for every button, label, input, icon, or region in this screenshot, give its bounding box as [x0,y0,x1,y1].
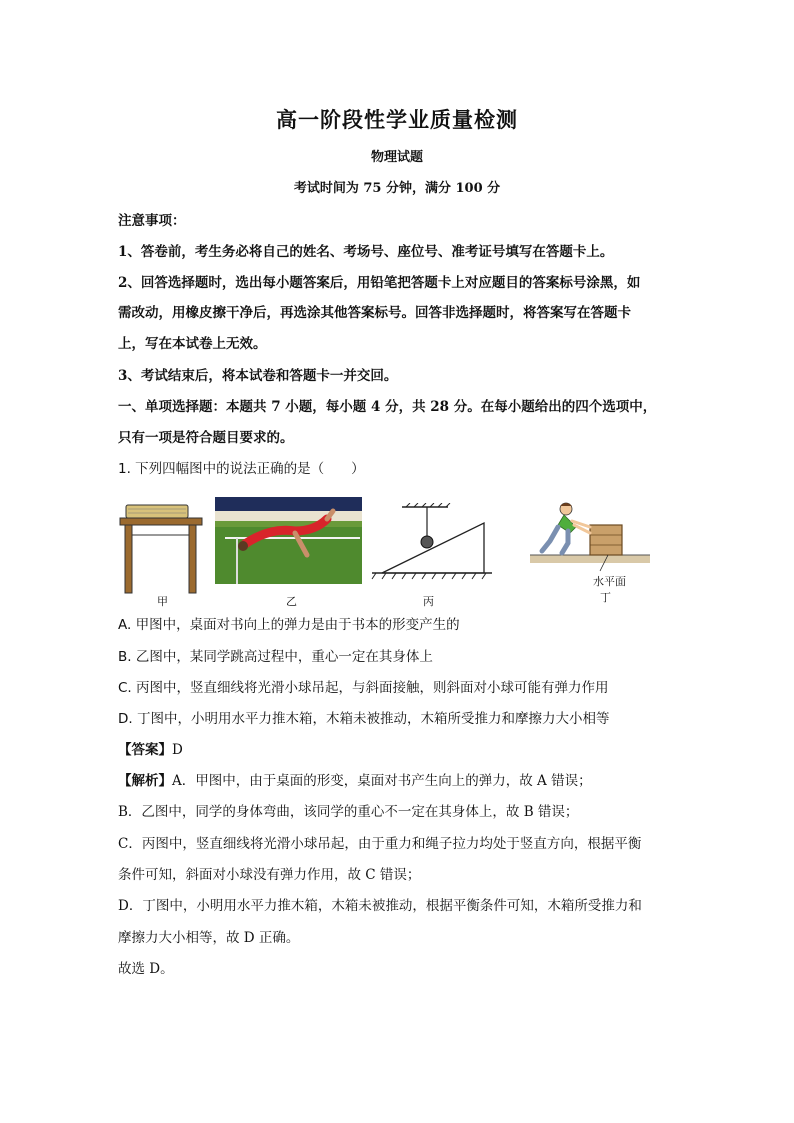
notice-item-2-line-2: 需改动，用橡皮擦干净后，再选涂其他答案标号。回答非选择题时，将答案写在答题卡 [118,305,631,321]
ground-shape [530,555,650,563]
analysis-c-line-1: C．丙图中，竖直细线将光滑小球吊起，由于重力和绳子拉力均处于竖直方向，根据平衡 [118,836,642,852]
table-top-shape [120,518,202,525]
box-shape [590,525,622,555]
answer-line [118,738,678,758]
figure-bing-label: 丙 [423,595,434,608]
incline-shape [382,523,484,573]
figure-bing-ball-incline [370,503,494,585]
notice-item-2-line-1: 2、回答选择题时，选出每小题答案后，用铅笔把答题卡上对应题目的答案标号涂黑，如 [118,275,641,291]
page-title: 高一阶段性学业质量检测 [276,107,518,132]
book-shape [126,505,188,518]
option-a: A. 甲图中，桌面对书向上的弹力是由于书本的形变产生的 [118,617,460,633]
analysis-label: 【解析】 [118,773,172,789]
notice-item-2-line-3: 上，写在本试卷上无效。 [118,336,267,352]
option-d: D. 丁图中，小明用水平力推木箱，木箱未被推动，木箱所受推力和摩擦力大小相等 [118,711,610,727]
analysis-a: A．甲图中，由于桌面的形变，桌面对书产生向上的弹力，故 A 错误； [172,773,592,789]
subject-title: 物理试题 [370,150,423,165]
conclusion: 故选 D。 [118,961,174,977]
exam-info: 考试时间为 75 分钟，满分 100 分 [293,181,501,196]
analysis-d-line-2: 摩擦力大小相等，故 D 正确。 [118,930,300,946]
section-heading-line-2: 只有一项是符合题目要求的。 [118,430,294,446]
analysis-d-line-1: D．丁图中，小明用水平力推木箱，木箱未被推动，根据平衡条件可知，木箱所受推力和 [118,898,642,914]
horizontal-surface-label: 水平面 [593,575,626,588]
answer-label: 【答案】 [118,742,172,758]
section-heading-line-1: 一、单项选择题：本题共 7 小题，每小题 4 分，共 28 分。在每小题给出的四个选项中， [118,399,657,415]
figure-yi-label: 乙 [286,595,297,608]
notice-item-1: 1、答卷前，考生务必将自己的姓名、考场号、座位号、准考证号填写在答题卡上。 [118,244,614,260]
analysis-a-line [118,769,678,789]
analysis-b: B．乙图中，同学的身体弯曲，该同学的重心不一定在其身体上，故 B 错误； [118,804,579,820]
option-c: C. 丙图中，竖直细线将光滑小球吊起，与斜面接触，则斜面对小球可能有弹力作用 [118,680,609,696]
figure-jia-table-book [118,503,206,595]
ball-shape [421,536,433,548]
analysis-c-line-2: 条件可知，斜面对小球没有弹力作用，故 C 错误； [118,867,421,883]
figure-ding-push-box [528,497,652,577]
figure-ding-label: 丁 [600,591,611,604]
figure-yi-high-jump-photo [215,497,362,584]
question-1-stem: 1. 下列四幅图中的说法正确的是（ ） [118,461,365,477]
notice-heading: 注意事项： [118,213,186,229]
option-b: B. 乙图中，某同学跳高过程中，重心一定在其身体上 [118,649,433,665]
answer-value: D [172,742,183,758]
figure-jia-label: 甲 [157,595,168,608]
notice-item-3: 3、考试结束后，将本试卷和答题卡一并交回。 [118,368,398,384]
